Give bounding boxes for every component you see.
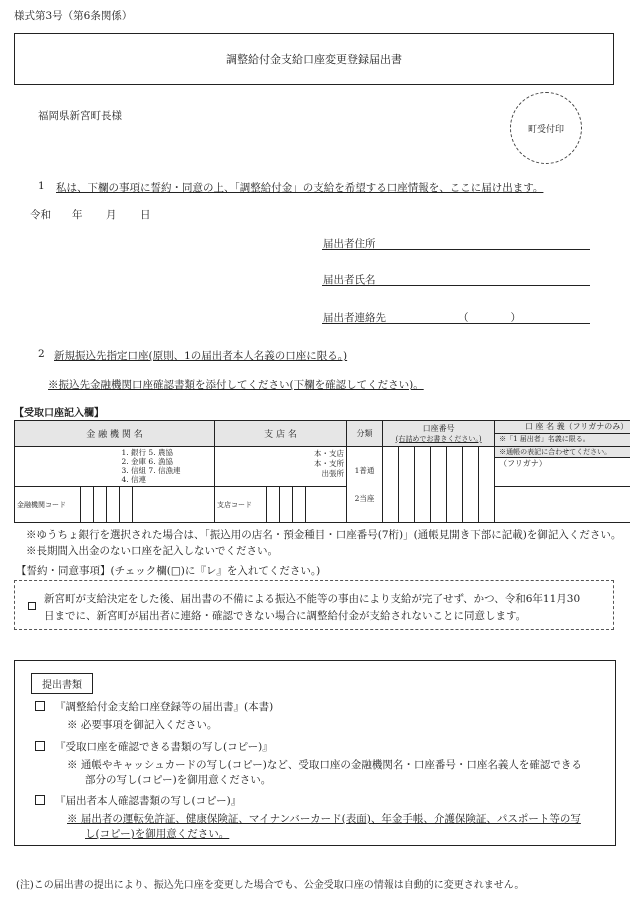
account-digit[interactable]	[479, 447, 495, 523]
pledge-text: 新宮町が支給決定をした後、届出書の不備による振込不能等の事由により支給が完了せず、かつ、令和6年11月30	[44, 593, 581, 605]
address-line[interactable]	[322, 249, 590, 250]
form-number: 様式第3号（第6条関係）	[14, 10, 133, 22]
stamp-label: 町受付印	[527, 124, 564, 135]
documents-box	[14, 660, 616, 846]
header-holder-cell	[495, 421, 630, 447]
account-digit[interactable]	[463, 447, 479, 523]
section1-number: 1	[38, 180, 45, 192]
branch-name-field[interactable]	[215, 447, 306, 487]
section2-number: 2	[38, 348, 45, 360]
date-era: 令和	[30, 209, 51, 221]
date-month: 月	[106, 209, 117, 221]
doc-checkbox[interactable]	[35, 741, 45, 751]
inst-option: 2. 金庫 6. 漁協	[121, 457, 173, 466]
doc-note: ※ 届出者の運転免許証、健康保険証、マイナンバーカード(表面)、年金手帳、介護保険証、パスポート等の写	[67, 813, 581, 825]
doc-title: 『調整給付金支給口座登録等の届出書』(本書)	[55, 701, 274, 713]
pledge-text: 日までに、新宮町が届出者に連絡・確認できない場合に調整給付金が支給されないことに同意します。	[44, 610, 527, 622]
account-section-title: 【受取口座記入欄】	[14, 408, 104, 419]
documents-label: 提出書類	[31, 673, 93, 694]
header-number-note: (右詰めでお書きください。)	[395, 434, 482, 443]
branch-option: 本・支所	[314, 459, 345, 468]
pledge-box	[14, 580, 614, 630]
section2-note: ※振込先金融機関口座確認書類を添付してください(下欄を確認してください)。	[48, 379, 424, 391]
doc-note: ※ 必要事項を御記入ください。	[67, 719, 218, 731]
inst-option: 3. 信組 7. 信漁連	[121, 466, 181, 475]
contact-paren: （ ）	[458, 312, 521, 324]
account-digit[interactable]	[399, 447, 415, 523]
doc-note: し(コピー)を御用意ください。	[85, 828, 230, 840]
header-type: 分類	[347, 421, 383, 447]
account-table	[14, 420, 630, 523]
branch-option: 本・支店	[314, 449, 345, 458]
holder-furigana: （フリガナ）	[499, 459, 547, 468]
holder-cell[interactable]	[495, 447, 630, 487]
section2-text: 新規振込先指定口座(原則、1の届出者本人名義の口座に限る。)	[54, 350, 348, 362]
header-account-number	[383, 421, 495, 447]
doc-note: ※ 通帳やキャッシュカードの写し(コピー)など、受取口座の金融機関名・口座番号・口座名義人を確認できる	[67, 759, 582, 771]
branch-options	[306, 447, 347, 487]
header-number-label: 口座番号	[422, 423, 455, 433]
name-line[interactable]	[322, 285, 590, 286]
applicant-contact-label: 届出者連絡先	[323, 312, 386, 324]
institution-name-field[interactable]	[15, 447, 120, 487]
institution-code-label: 金融機関コード	[15, 487, 81, 523]
inst-option: 1. 銀行 5. 農協	[121, 448, 173, 457]
pledge-title: 【誓約・同意事項】(チェック欄(□)に『レ』を入れてください。)	[16, 565, 321, 577]
addressee: 福岡県新宮町長様	[38, 110, 122, 122]
inst-option: 4. 信連	[121, 475, 147, 484]
branch-code-digit[interactable]	[293, 487, 306, 523]
doc-title: 『受取口座を確認できる書類の写し(コピー)』	[55, 741, 273, 753]
inst-code-digit[interactable]	[94, 487, 107, 523]
account-note: ※長期間入出金のない口座を記入しないでください。	[26, 545, 278, 557]
date-day: 日	[140, 209, 151, 221]
header-holder: 口 座 名 義（フリガナのみ）	[495, 421, 630, 434]
institution-blank	[133, 487, 215, 523]
branch-option: 出張所	[321, 469, 345, 478]
branch-code-label: 支店コード	[215, 487, 267, 523]
doc-title: 『届出者本人確認書類の写し(コピー)』	[55, 795, 242, 807]
footer-note: (注)この届出書の提出により、振込先口座を変更した場合でも、公金受取口座の情報は自動的に変更されません。	[16, 880, 525, 891]
branch-blank	[306, 487, 347, 523]
reception-stamp	[510, 92, 582, 164]
doc-note: 部分の写し(コピー)を御用意ください。	[85, 774, 272, 786]
section1-text: 私は、下欄の事項に誓約・同意の上、「調整給付金」の支給を希望する口座情報を、ここに届け出ます。	[56, 182, 544, 194]
inst-code-digit[interactable]	[120, 487, 133, 523]
account-digit[interactable]	[383, 447, 399, 523]
doc-checkbox[interactable]	[35, 701, 45, 711]
type-option-checking[interactable]: 2当座	[354, 493, 375, 503]
applicant-address-label: 届出者住所	[323, 238, 376, 250]
contact-line[interactable]	[322, 323, 590, 324]
account-digit[interactable]	[415, 447, 431, 523]
pledge-checkbox[interactable]	[28, 602, 36, 610]
account-digit[interactable]	[431, 447, 447, 523]
header-institution: 金 融 機 関 名	[15, 421, 215, 447]
form-title: 調整給付金支給口座変更登録届出書	[226, 53, 402, 66]
doc-checkbox[interactable]	[35, 795, 45, 805]
header-branch: 支 店 名	[215, 421, 347, 447]
institution-options	[120, 447, 215, 487]
holder-name-field[interactable]	[495, 487, 630, 523]
account-type-cell[interactable]	[347, 447, 383, 523]
form-title-box	[14, 33, 614, 85]
holder-note-1: ※「1 届出者」名義に限る。	[495, 434, 630, 445]
holder-note-2: ※通帳の表記に合わせてください。	[495, 447, 630, 458]
account-note: ※ゆうちょ銀行を選択された場合は、「振込用の店名・預金種目・口座番号(7桁)」(通帳見開き下部に記載)を御記入ください。	[26, 529, 622, 541]
applicant-name-label: 届出者氏名	[323, 274, 376, 286]
branch-code-digit[interactable]	[280, 487, 293, 523]
type-option-savings[interactable]: 1普通	[354, 465, 375, 475]
inst-code-digit[interactable]	[107, 487, 120, 523]
account-digit[interactable]	[447, 447, 463, 523]
date-year: 年	[72, 209, 83, 221]
branch-code-digit[interactable]	[267, 487, 280, 523]
inst-code-digit[interactable]	[81, 487, 94, 523]
